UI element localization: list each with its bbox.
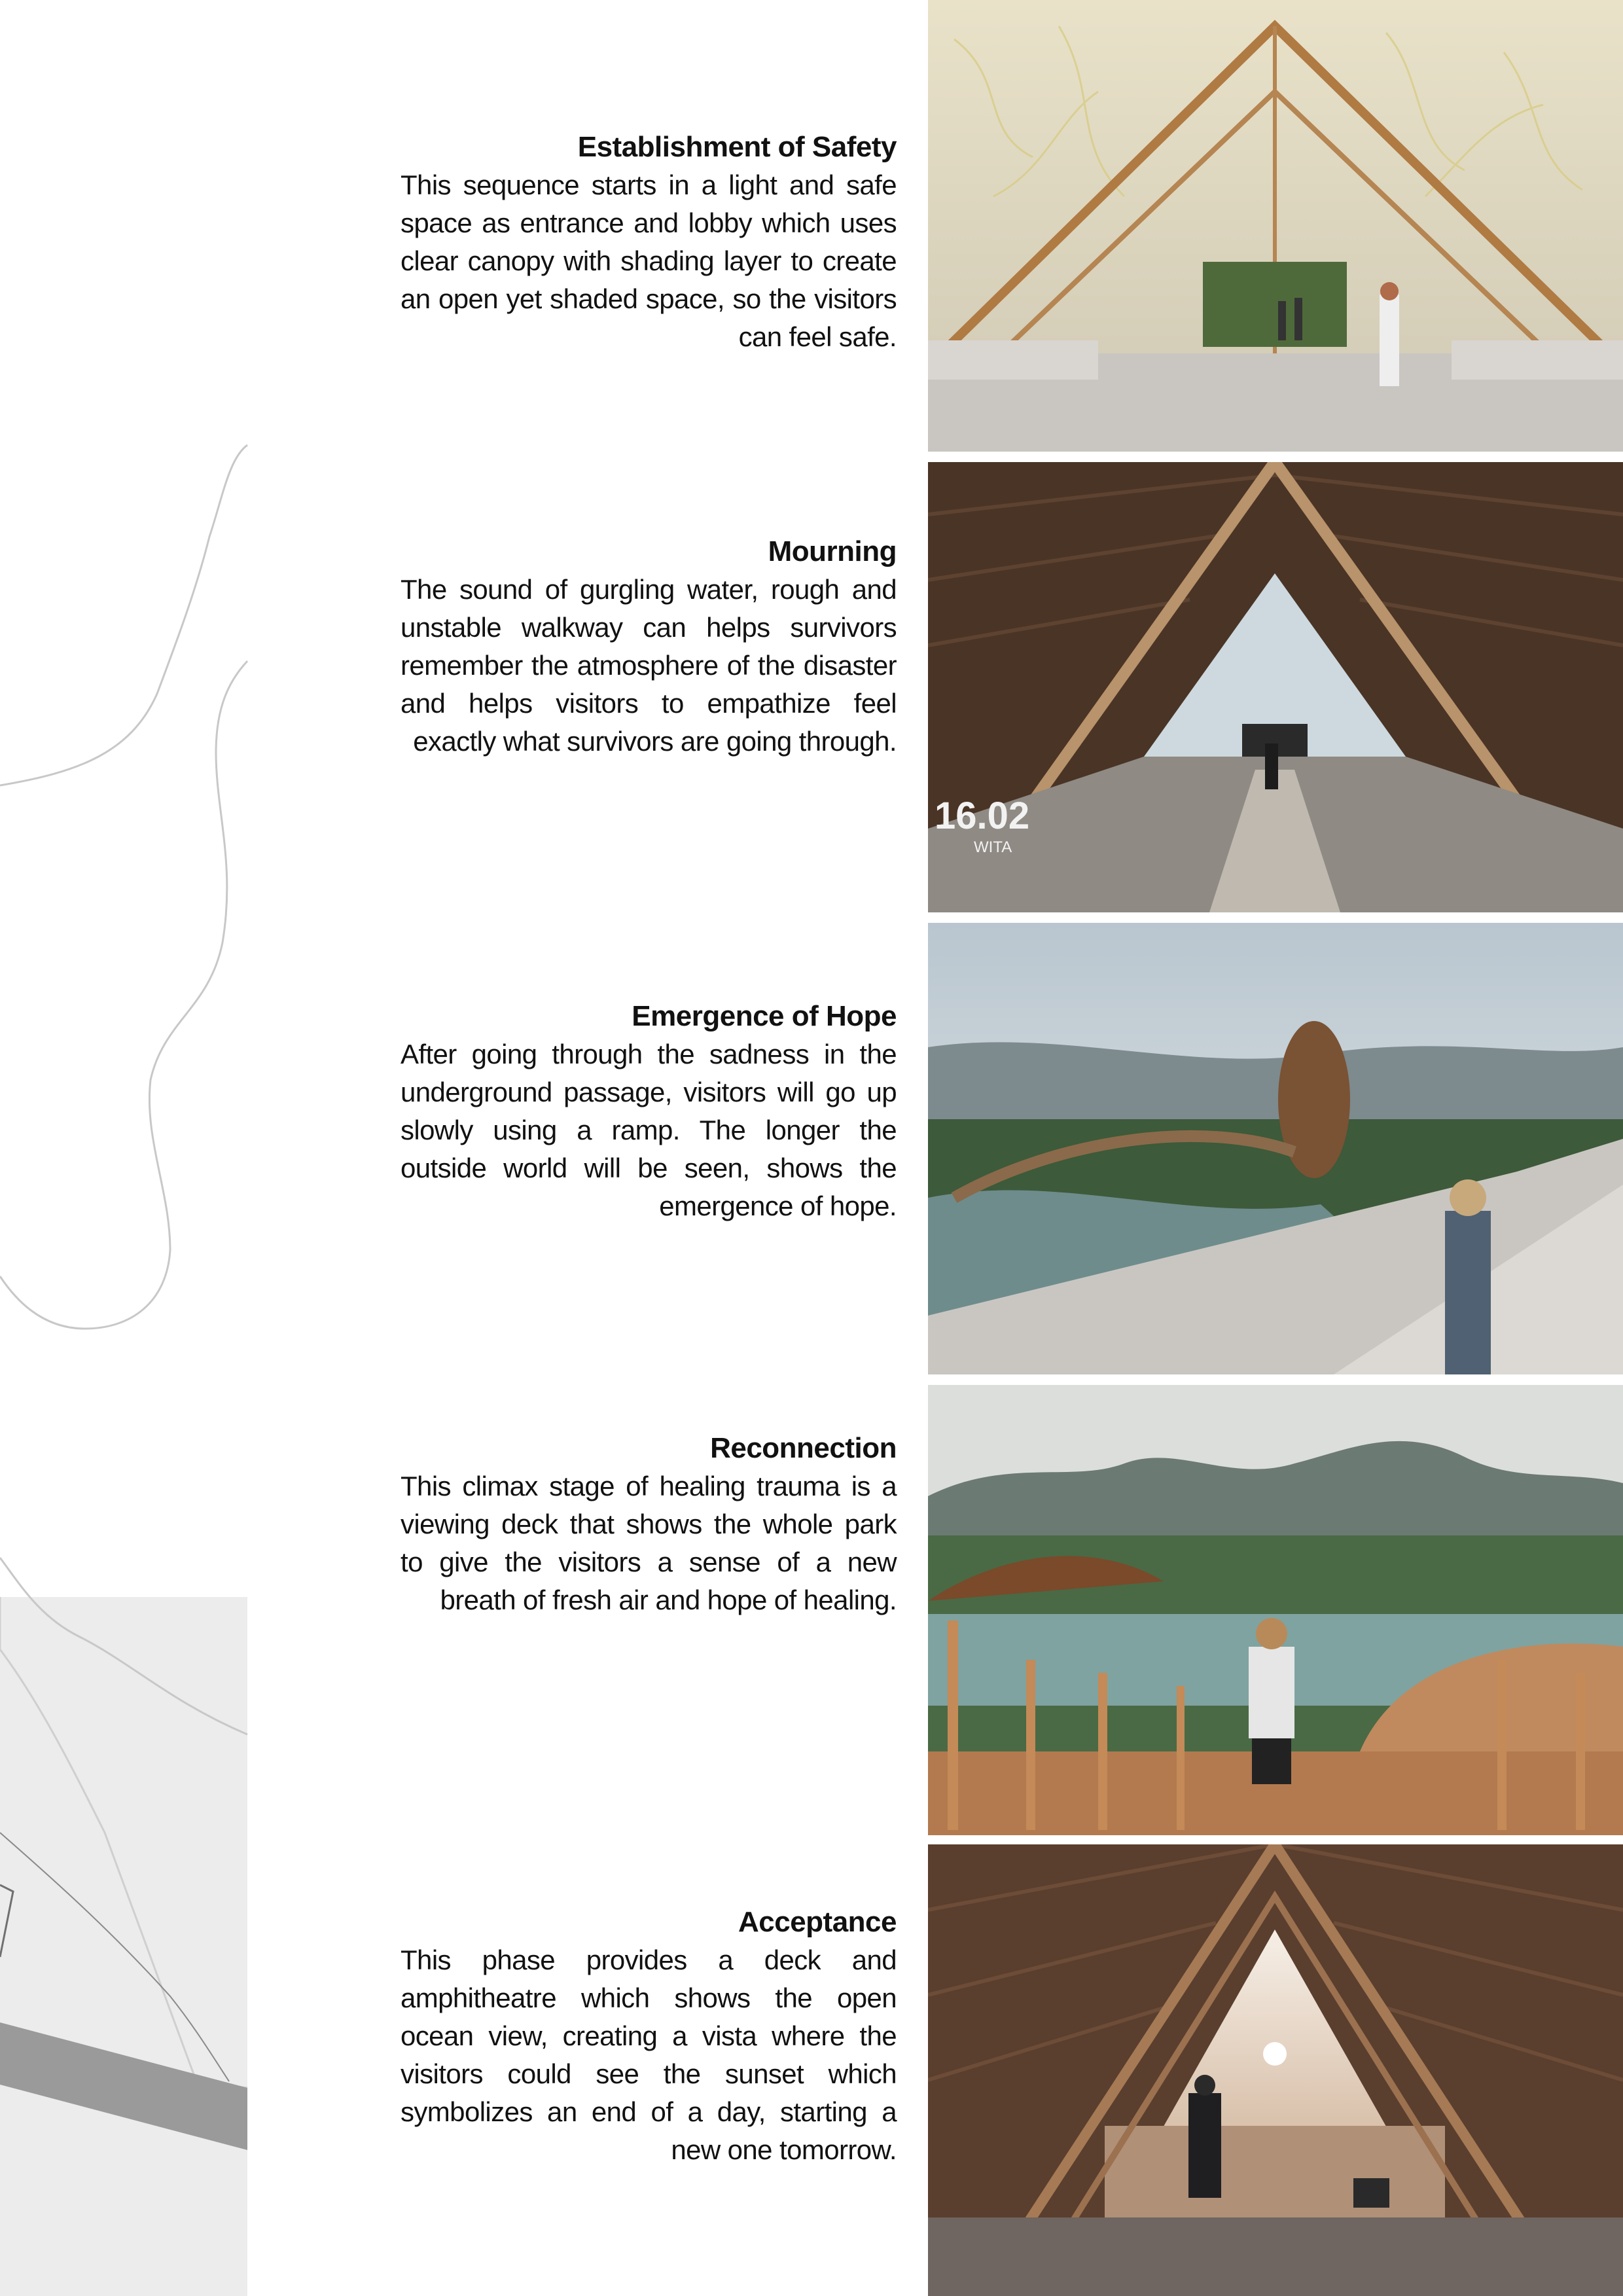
sequence-description: This climax stage of healing trauma is a viewing deck that shows the whole park to give the visitors a sense of a new breath of fresh air and hope of healing. bbox=[401, 1471, 897, 1615]
sequence-title: Establishment of Safety bbox=[577, 131, 897, 163]
sequence-description: After going through the sadness in the underground passage, visitors will go up slowly using a ramp. The longer the outside world will be seen, shows the emergence of hope. bbox=[401, 1039, 897, 1221]
sequence-establishment-of-safety bbox=[401, 128, 897, 356]
entrance-lobby-render bbox=[928, 0, 1623, 452]
sequence-description: This phase provides a deck and amphitheatre which shows the open ocean view, creating a vista where the visitors could see the sunset which symbolizes an end of a day, starting a new one tomorrow. bbox=[401, 1945, 897, 2165]
sequence-description: This sequence starts in a light and safe space as entrance and lobby which uses clear canopy with shading layer to create an open yet shaded space, so the visitors can feel safe. bbox=[401, 170, 897, 352]
viewing-deck-render bbox=[928, 1385, 1623, 1835]
sequence-title: Reconnection bbox=[710, 1432, 897, 1464]
plan-contour-line-2 bbox=[0, 661, 247, 1329]
sequence-title: Acceptance bbox=[738, 1906, 897, 1938]
sequence-reconnection bbox=[401, 1429, 897, 1619]
sunset-deck-render bbox=[928, 1844, 1623, 2296]
sequence-emergence-of-hope bbox=[401, 997, 897, 1225]
underground-passage-render bbox=[928, 462, 1623, 912]
sequence-title: Emergence of Hope bbox=[632, 1000, 897, 1032]
sequence-description: The sound of gurgling water, rough and unstable walkway can helps survivors remember the atmosphere of the disaster and helps visitors to empathize feel exactly what survivors are going through. bbox=[401, 574, 897, 757]
sequence-acceptance bbox=[401, 1903, 897, 2169]
timezone-overlay: WITA bbox=[974, 838, 1012, 856]
sequence-title: Mourning bbox=[768, 535, 897, 567]
plan-contour-line-1 bbox=[0, 445, 247, 785]
sequence-mourning bbox=[401, 533, 897, 761]
ramp-park-view-render bbox=[928, 923, 1623, 1374]
site-plan-fragment bbox=[0, 0, 249, 2296]
time-overlay: 16.02 bbox=[935, 795, 1030, 837]
